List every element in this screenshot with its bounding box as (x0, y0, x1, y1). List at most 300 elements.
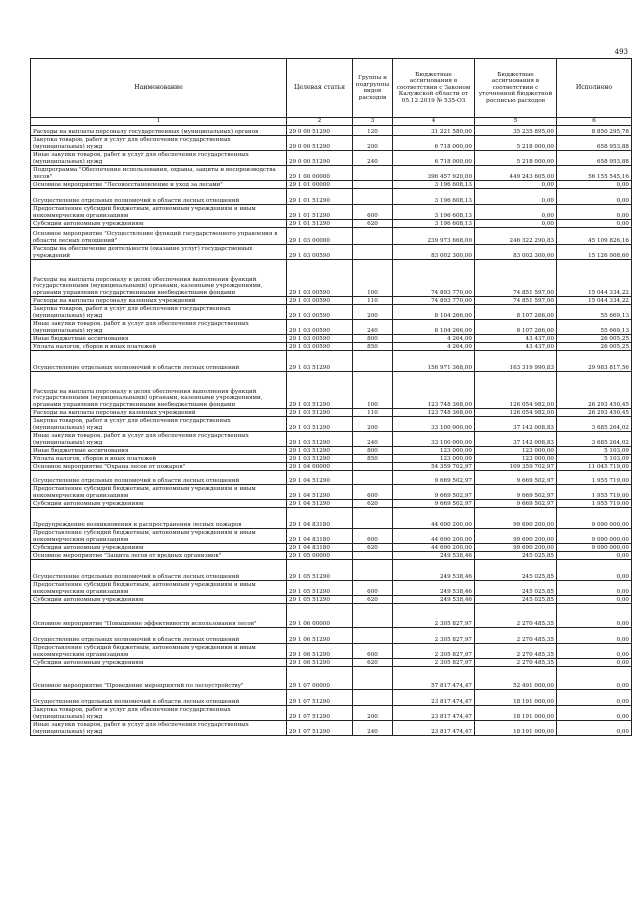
row-executed: 3 685 264,02 (557, 417, 632, 432)
row-target-article: 29 1 05 51290 (287, 596, 353, 604)
table-row (31, 245, 632, 260)
row-name: Основное мероприятие "Лесовосстановление и уход за лесами" (31, 181, 287, 189)
row-target-article: 29 1 03 51290 (287, 372, 353, 409)
row-target-article: 29 1 03 51290 (287, 455, 353, 463)
row-executed: 0,00 (557, 659, 632, 667)
row-name: Иные закупки товаров, работ и услуг для обеспечения государственных (муниципальных) нужд (31, 432, 287, 447)
row-budget-law: 2 305 827,97 (393, 659, 475, 667)
row-expense-group (353, 628, 393, 644)
row-budget-law: 4 264,00 (393, 343, 475, 351)
row-target-article: 29 0 00 51290 (287, 136, 353, 151)
row-expense-group: 620 (353, 544, 393, 552)
row-target-article: 29 1 01 51290 (287, 205, 353, 220)
row-budget-updated: 126 054 982,00 (475, 409, 557, 417)
row-name: Осуществление отдельных полномочий в области лесных отношений (31, 628, 287, 644)
row-name: Осуществление отдельных полномочий в области лесных отношений (31, 690, 287, 706)
row-budget-updated: 246 322 290,83 (475, 228, 557, 245)
row-budget-updated: 2 270 485,35 (475, 628, 557, 644)
row-expense-group (353, 351, 393, 372)
row-budget-law: 23 817 474,47 (393, 706, 475, 721)
row-name: Предоставление субсидий бюджетным, автономным учреждениям и иным некоммерческим организациям (31, 529, 287, 544)
row-executed: 15 044 334,22 (557, 260, 632, 297)
row-expense-group: 600 (353, 644, 393, 659)
row-budget-law: 6 718 000,00 (393, 136, 475, 151)
row-budget-law: 249 538,46 (393, 581, 475, 596)
row-name: Субсидии автономным учреждениям (31, 659, 287, 667)
row-executed: 0,00 (557, 721, 632, 736)
table-row (31, 417, 632, 432)
row-name: Субсидии автономным учреждениям (31, 220, 287, 228)
row-executed: 0,00 (557, 690, 632, 706)
row-executed: 45 109 826,16 (557, 228, 632, 245)
row-name: Иные бюджетные ассигнования (31, 447, 287, 455)
row-budget-law: 249 538,46 (393, 560, 475, 581)
row-budget-updated: 5 218 000,00 (475, 136, 557, 151)
row-budget-law: 44 690 200,00 (393, 508, 475, 529)
row-expense-group (353, 667, 393, 690)
row-name: Иные закупки товаров, работ и услуг для обеспечения государственных (муниципальных) нужд (31, 320, 287, 335)
row-expense-group: 200 (353, 706, 393, 721)
row-executed: 0,00 (557, 628, 632, 644)
row-name: Основное мероприятие "Осуществление функций государственного управления в области лесных отношений" (31, 228, 287, 245)
row-budget-law: 123 748 368,00 (393, 372, 475, 409)
table-row (31, 581, 632, 596)
row-expense-group (353, 181, 393, 189)
row-expense-group: 200 (353, 417, 393, 432)
row-target-article: 29 1 07 51290 (287, 690, 353, 706)
row-target-article: 29 1 03 51290 (287, 417, 353, 432)
row-expense-group: 100 (353, 260, 393, 297)
row-budget-updated: 2 270 485,35 (475, 644, 557, 659)
row-target-article: 29 1 04 83180 (287, 508, 353, 529)
row-budget-law: 3 196 608,13 (393, 205, 475, 220)
row-executed: 5 103,09 (557, 447, 632, 455)
row-budget-updated: 8 107 266,00 (475, 305, 557, 320)
row-expense-group: 110 (353, 409, 393, 417)
row-budget-law: 123 748 368,00 (393, 409, 475, 417)
row-name: Иные закупки товаров, работ и услуг для обеспечения государственных (муниципальных) нужд (31, 721, 287, 736)
row-budget-law: 123 000,00 (393, 447, 475, 455)
row-budget-updated: 0,00 (475, 181, 557, 189)
row-budget-updated: 449 243 605,00 (475, 166, 557, 181)
table-row (31, 604, 632, 628)
table-row (31, 690, 632, 706)
row-target-article: 29 1 06 51290 (287, 628, 353, 644)
row-executed: 0,00 (557, 667, 632, 690)
row-target-article: 29 1 07 51290 (287, 706, 353, 721)
row-name: Расходы на выплаты персоналу казенных учреждений (31, 409, 287, 417)
row-budget-updated: 18 191 000,00 (475, 721, 557, 736)
row-executed: 26 293 450,45 (557, 372, 632, 409)
row-budget-updated: 74 851 597,00 (475, 297, 557, 305)
row-expense-group: 620 (353, 596, 393, 604)
table-row (31, 205, 632, 220)
row-executed: 658 953,88 (557, 151, 632, 166)
row-budget-law: 396 457 920,00 (393, 166, 475, 181)
row-target-article: 29 1 06 51290 (287, 644, 353, 659)
table-row (31, 297, 632, 305)
header-expense-group: Группы и подгруппы видов расходов (353, 59, 393, 118)
row-target-article: 29 1 06 51290 (287, 659, 353, 667)
row-executed: 0,00 (557, 581, 632, 596)
row-target-article: 29 1 03 00590 (287, 297, 353, 305)
row-executed: 9 090 000,00 (557, 508, 632, 529)
row-name: Расходы на выплаты персоналу в целях обеспечения выполнения функций государственными (муниципальными) органами, казенными учреждениями, органами управления государственными внебюджетными фондами (31, 260, 287, 297)
row-budget-law: 23 817 474,47 (393, 721, 475, 736)
row-expense-group: 850 (353, 343, 393, 351)
table-row (31, 335, 632, 343)
row-budget-law: 23 817 474,47 (393, 690, 475, 706)
row-budget-law: 3 196 608,13 (393, 189, 475, 205)
row-name: Расходы на выплаты персоналу казенных учреждений (31, 297, 287, 305)
row-budget-law: 9 669 502,97 (393, 485, 475, 500)
table-row (31, 529, 632, 544)
row-expense-group (353, 189, 393, 205)
row-expense-group: 620 (353, 500, 393, 508)
row-target-article: 29 1 05 51290 (287, 581, 353, 596)
row-name: Субсидии автономным учреждениям (31, 596, 287, 604)
table-row (31, 544, 632, 552)
row-budget-updated: 52 491 000,00 (475, 667, 557, 690)
row-executed: 56 155 545,16 (557, 166, 632, 181)
row-executed: 0,00 (557, 181, 632, 189)
row-budget-law: 9 669 502,97 (393, 500, 475, 508)
row-target-article: 29 1 03 00590 (287, 305, 353, 320)
row-target-article: 29 1 03 51290 (287, 432, 353, 447)
row-name: Предоставление субсидий бюджетным, автономным учреждениям и иным некоммерческим организациям (31, 644, 287, 659)
table-row (31, 189, 632, 205)
row-executed: 26 005,25 (557, 335, 632, 343)
row-budget-updated: 245 025,85 (475, 596, 557, 604)
table-row (31, 228, 632, 245)
table-row (31, 447, 632, 455)
row-expense-group (353, 166, 393, 181)
row-budget-law: 2 305 827,97 (393, 604, 475, 628)
row-executed: 0,00 (557, 205, 632, 220)
row-target-article: 29 1 04 00000 (287, 463, 353, 471)
row-executed: 15 126 008,60 (557, 245, 632, 260)
table-row (31, 560, 632, 581)
row-executed: 1 955 719,00 (557, 471, 632, 485)
row-executed: 658 953,88 (557, 136, 632, 151)
row-budget-updated: 2 270 485,35 (475, 604, 557, 628)
row-executed: 0,00 (557, 706, 632, 721)
row-budget-updated: 43 437,00 (475, 335, 557, 343)
row-target-article: 29 1 07 51290 (287, 721, 353, 736)
row-name: Основное мероприятие "Защита лесов от вредных организмов" (31, 552, 287, 560)
table-row (31, 721, 632, 736)
table-row (31, 596, 632, 604)
row-budget-updated: 123 000,00 (475, 455, 557, 463)
row-name: Субсидии автономным учреждениям (31, 544, 287, 552)
row-expense-group: 240 (353, 320, 393, 335)
row-budget-updated: 0,00 (475, 189, 557, 205)
row-expense-group (353, 245, 393, 260)
table-row (31, 500, 632, 508)
row-executed: 0,00 (557, 220, 632, 228)
table-row (31, 409, 632, 417)
row-budget-updated: 245 025,85 (475, 552, 557, 560)
table-row (31, 351, 632, 372)
row-executed: 8 850 295,78 (557, 126, 632, 136)
row-budget-updated: 35 235 895,00 (475, 126, 557, 136)
table-body (31, 118, 632, 736)
row-budget-law: 9 669 502,97 (393, 471, 475, 485)
row-budget-law: 4 264,00 (393, 335, 475, 343)
table-row (31, 126, 632, 136)
row-expense-group (353, 560, 393, 581)
table-row (31, 463, 632, 471)
row-name: Подпрограмма "Обеспечение использования, охраны, защиты и воспроизводства лесов" (31, 166, 287, 181)
row-budget-law: 3 196 608,13 (393, 181, 475, 189)
row-executed: 9 090 000,00 (557, 529, 632, 544)
row-executed: 0,00 (557, 189, 632, 205)
row-budget-law: 44 690 200,00 (393, 544, 475, 552)
table-row (31, 372, 632, 409)
row-budget-law: 83 002 300,00 (393, 245, 475, 260)
table-row (31, 136, 632, 151)
table-row (31, 628, 632, 644)
row-budget-law: 8 104 266,00 (393, 305, 475, 320)
row-expense-group: 850 (353, 455, 393, 463)
table-header-row (31, 59, 632, 118)
row-budget-law: 54 359 702,97 (393, 463, 475, 471)
table-row (31, 151, 632, 166)
header-executed: Исполнено (557, 59, 632, 118)
row-executed: 5 103,09 (557, 455, 632, 463)
row-executed: 26 293 450,45 (557, 409, 632, 417)
row-target-article: 29 1 04 51290 (287, 471, 353, 485)
row-expense-group (353, 604, 393, 628)
row-budget-law: 6 718 000,00 (393, 151, 475, 166)
row-executed: 29 983 817,56 (557, 351, 632, 372)
row-expense-group: 200 (353, 136, 393, 151)
row-executed: 3 685 264,02 (557, 432, 632, 447)
row-expense-group (353, 471, 393, 485)
table-row (31, 659, 632, 667)
row-name: Закупка товаров, работ и услуг для обеспечения государственных (муниципальных) нужд (31, 305, 287, 320)
row-name: Предоставление субсидий бюджетным, автономным учреждениям и иным некоммерческим организациям (31, 485, 287, 500)
row-name: Закупка товаров, работ и услуг для обеспечения государственных (муниципальных) нужд (31, 417, 287, 432)
row-budget-updated: 2 270 485,35 (475, 659, 557, 667)
table-row (31, 260, 632, 297)
header-budget-updated: Бюджетные ассигнования в соответствии с уточненной бюджетной росписью расходов (475, 59, 557, 118)
row-name: Предоставление субсидий бюджетным, автономным учреждениям и иным некоммерческим организациям (31, 581, 287, 596)
row-target-article: 29 0 00 51290 (287, 126, 353, 136)
row-budget-updated: 18 191 000,00 (475, 706, 557, 721)
row-target-article: 29 1 04 51290 (287, 500, 353, 508)
row-target-article: 29 1 01 00000 (287, 181, 353, 189)
column-number: 4 (393, 118, 475, 126)
row-budget-updated: 9 669 502,97 (475, 471, 557, 485)
row-executed: 11 045 719,00 (557, 463, 632, 471)
row-budget-updated: 5 218 000,00 (475, 151, 557, 166)
table-row (31, 471, 632, 485)
row-executed: 0,00 (557, 596, 632, 604)
row-expense-group (353, 463, 393, 471)
row-expense-group (353, 508, 393, 529)
row-budget-law: 249 538,46 (393, 552, 475, 560)
row-budget-updated: 99 690 200,00 (475, 544, 557, 552)
row-budget-law: 239 973 668,00 (393, 228, 475, 245)
table-row (31, 552, 632, 560)
row-target-article: 29 1 03 51290 (287, 447, 353, 455)
row-budget-updated: 9 669 502,97 (475, 500, 557, 508)
row-target-article: 29 1 07 00000 (287, 667, 353, 690)
row-name: Осуществление отдельных полномочий в области лесных отношений (31, 471, 287, 485)
row-name: Расходы на обеспечение деятельности (оказание услуг) государственных учреждений (31, 245, 287, 260)
row-name: Предупреждение возникновения и распространения лесных пожаров (31, 508, 287, 529)
row-executed: 55 669,13 (557, 305, 632, 320)
row-expense-group: 620 (353, 659, 393, 667)
row-executed: 0,00 (557, 604, 632, 628)
row-expense-group: 240 (353, 721, 393, 736)
row-name: Закупка товаров, работ и услуг для обеспечения государственных (муниципальных) нужд (31, 706, 287, 721)
row-budget-law: 33 100 000,00 (393, 432, 475, 447)
row-budget-updated: 245 025,85 (475, 581, 557, 596)
row-budget-law: 44 690 200,00 (393, 529, 475, 544)
row-expense-group (353, 552, 393, 560)
row-budget-updated: 74 851 597,00 (475, 260, 557, 297)
row-target-article: 29 1 01 51290 (287, 189, 353, 205)
row-target-article: 29 1 03 51290 (287, 351, 353, 372)
row-budget-law: 123 000,00 (393, 455, 475, 463)
row-name: Основное мероприятие "Охрана лесов от пожаров" (31, 463, 287, 471)
table-row (31, 485, 632, 500)
row-expense-group: 600 (353, 485, 393, 500)
row-target-article: 29 1 01 51290 (287, 220, 353, 228)
row-name: Предоставление субсидий бюджетным, автономным учреждениям и иным некоммерческим организациям (31, 205, 287, 220)
row-budget-law: 74 893 770,00 (393, 260, 475, 297)
row-name: Расходы на выплаты персоналу в целях обеспечения выполнения функций государственными (муниципальными) органами, казенными учреждениями, органами управления государственными внебюджетными фондами (31, 372, 287, 409)
row-target-article: 29 1 03 00590 (287, 245, 353, 260)
row-expense-group: 240 (353, 432, 393, 447)
table-row (31, 706, 632, 721)
table-row (31, 343, 632, 351)
row-executed: 0,00 (557, 560, 632, 581)
row-name: Осуществление отдельных полномочий в области лесных отношений (31, 189, 287, 205)
row-name: Иные закупки товаров, работ и услуг для обеспечения государственных (муниципальных) нужд (31, 151, 287, 166)
row-executed: 55 669,13 (557, 320, 632, 335)
column-number: 6 (557, 118, 632, 126)
row-name: Уплата налогов, сборов и иных платежей (31, 455, 287, 463)
row-target-article: 29 1 00 00000 (287, 166, 353, 181)
row-budget-updated: 9 669 502,97 (475, 485, 557, 500)
row-target-article: 29 0 00 51290 (287, 151, 353, 166)
row-executed: 1 955 719,00 (557, 500, 632, 508)
row-name: Расходы на выплаты персоналу государственных (муниципальных) органов (31, 126, 287, 136)
row-budget-law: 156 971 368,00 (393, 351, 475, 372)
row-budget-law: 8 104 266,00 (393, 320, 475, 335)
row-name: Осуществление отдельных полномочий в области лесных отношений (31, 351, 287, 372)
row-target-article: 29 1 04 51290 (287, 485, 353, 500)
row-expense-group: 600 (353, 581, 393, 596)
header-budget-law: Бюджетные ассигнования в соответствии с Законом Калужской области от 05.12.2019 № 535-ОЗ (393, 59, 475, 118)
row-budget-updated: 0,00 (475, 220, 557, 228)
row-expense-group: 100 (353, 372, 393, 409)
row-budget-law: 2 305 827,97 (393, 644, 475, 659)
column-number: 2 (287, 118, 353, 126)
row-budget-law: 33 100 000,00 (393, 417, 475, 432)
row-expense-group: 620 (353, 220, 393, 228)
row-name: Основное мероприятие "Повышение эффективности использования лесов" (31, 604, 287, 628)
column-number: 5 (475, 118, 557, 126)
row-budget-updated: 123 000,00 (475, 447, 557, 455)
table-row (31, 320, 632, 335)
column-number: 1 (31, 118, 287, 126)
row-expense-group (353, 690, 393, 706)
table-row (31, 432, 632, 447)
row-name: Осуществление отдельных полномочий в области лесных отношений (31, 560, 287, 581)
row-budget-updated: 99 690 200,00 (475, 529, 557, 544)
row-budget-updated: 99 690 200,00 (475, 508, 557, 529)
row-target-article: 29 1 03 00000 (287, 228, 353, 245)
row-executed: 0,00 (557, 552, 632, 560)
row-expense-group: 110 (353, 297, 393, 305)
row-budget-updated: 109 359 702,97 (475, 463, 557, 471)
row-budget-updated: 37 142 008,83 (475, 432, 557, 447)
row-target-article: 29 1 03 00590 (287, 343, 353, 351)
column-number: 3 (353, 118, 393, 126)
table-row (31, 455, 632, 463)
row-name: Закупка товаров, работ и услуг для обеспечения государственных (муниципальных) нужд (31, 136, 287, 151)
row-budget-law: 249 538,46 (393, 596, 475, 604)
row-target-article: 29 1 03 00590 (287, 260, 353, 297)
table-row (31, 305, 632, 320)
row-target-article: 29 1 03 51290 (287, 409, 353, 417)
row-budget-law: 74 893 770,00 (393, 297, 475, 305)
row-budget-updated: 245 025,85 (475, 560, 557, 581)
row-name: Уплата налогов, сборов и иных платежей (31, 343, 287, 351)
row-expense-group: 240 (353, 151, 393, 166)
table-row (31, 508, 632, 529)
row-expense-group: 800 (353, 335, 393, 343)
row-target-article: 29 1 04 83180 (287, 544, 353, 552)
row-expense-group: 200 (353, 305, 393, 320)
row-target-article: 29 1 04 83180 (287, 529, 353, 544)
row-target-article: 29 1 05 51290 (287, 560, 353, 581)
row-executed: 26 005,25 (557, 343, 632, 351)
row-budget-updated: 18 191 000,00 (475, 690, 557, 706)
row-executed: 1 955 719,00 (557, 485, 632, 500)
row-budget-law: 3 196 608,13 (393, 220, 475, 228)
row-target-article: 29 1 03 00590 (287, 320, 353, 335)
row-name: Иные бюджетные ассигнования (31, 335, 287, 343)
row-budget-updated: 163 319 990,83 (475, 351, 557, 372)
row-budget-updated: 43 437,00 (475, 343, 557, 351)
table-row (31, 166, 632, 181)
row-expense-group: 600 (353, 529, 393, 544)
row-target-article: 29 1 03 00590 (287, 335, 353, 343)
row-budget-law: 31 221 580,00 (393, 126, 475, 136)
column-number-row (31, 118, 632, 126)
row-expense-group: 800 (353, 447, 393, 455)
row-budget-updated: 0,00 (475, 205, 557, 220)
row-budget-updated: 37 142 008,83 (475, 417, 557, 432)
row-budget-updated: 126 054 982,00 (475, 372, 557, 409)
row-budget-law: 57 817 474,47 (393, 667, 475, 690)
row-budget-law: 2 305 827,97 (393, 628, 475, 644)
table-row (31, 181, 632, 189)
header-name: Наименование (31, 59, 287, 118)
row-expense-group (353, 228, 393, 245)
header-target-article: Целевая статья (287, 59, 353, 118)
row-target-article: 29 1 05 00000 (287, 552, 353, 560)
row-name: Основное мероприятие "Проведение мероприятий по лесоустройству" (31, 667, 287, 690)
row-expense-group: 600 (353, 205, 393, 220)
row-executed: 0,00 (557, 644, 632, 659)
table-row (31, 644, 632, 659)
